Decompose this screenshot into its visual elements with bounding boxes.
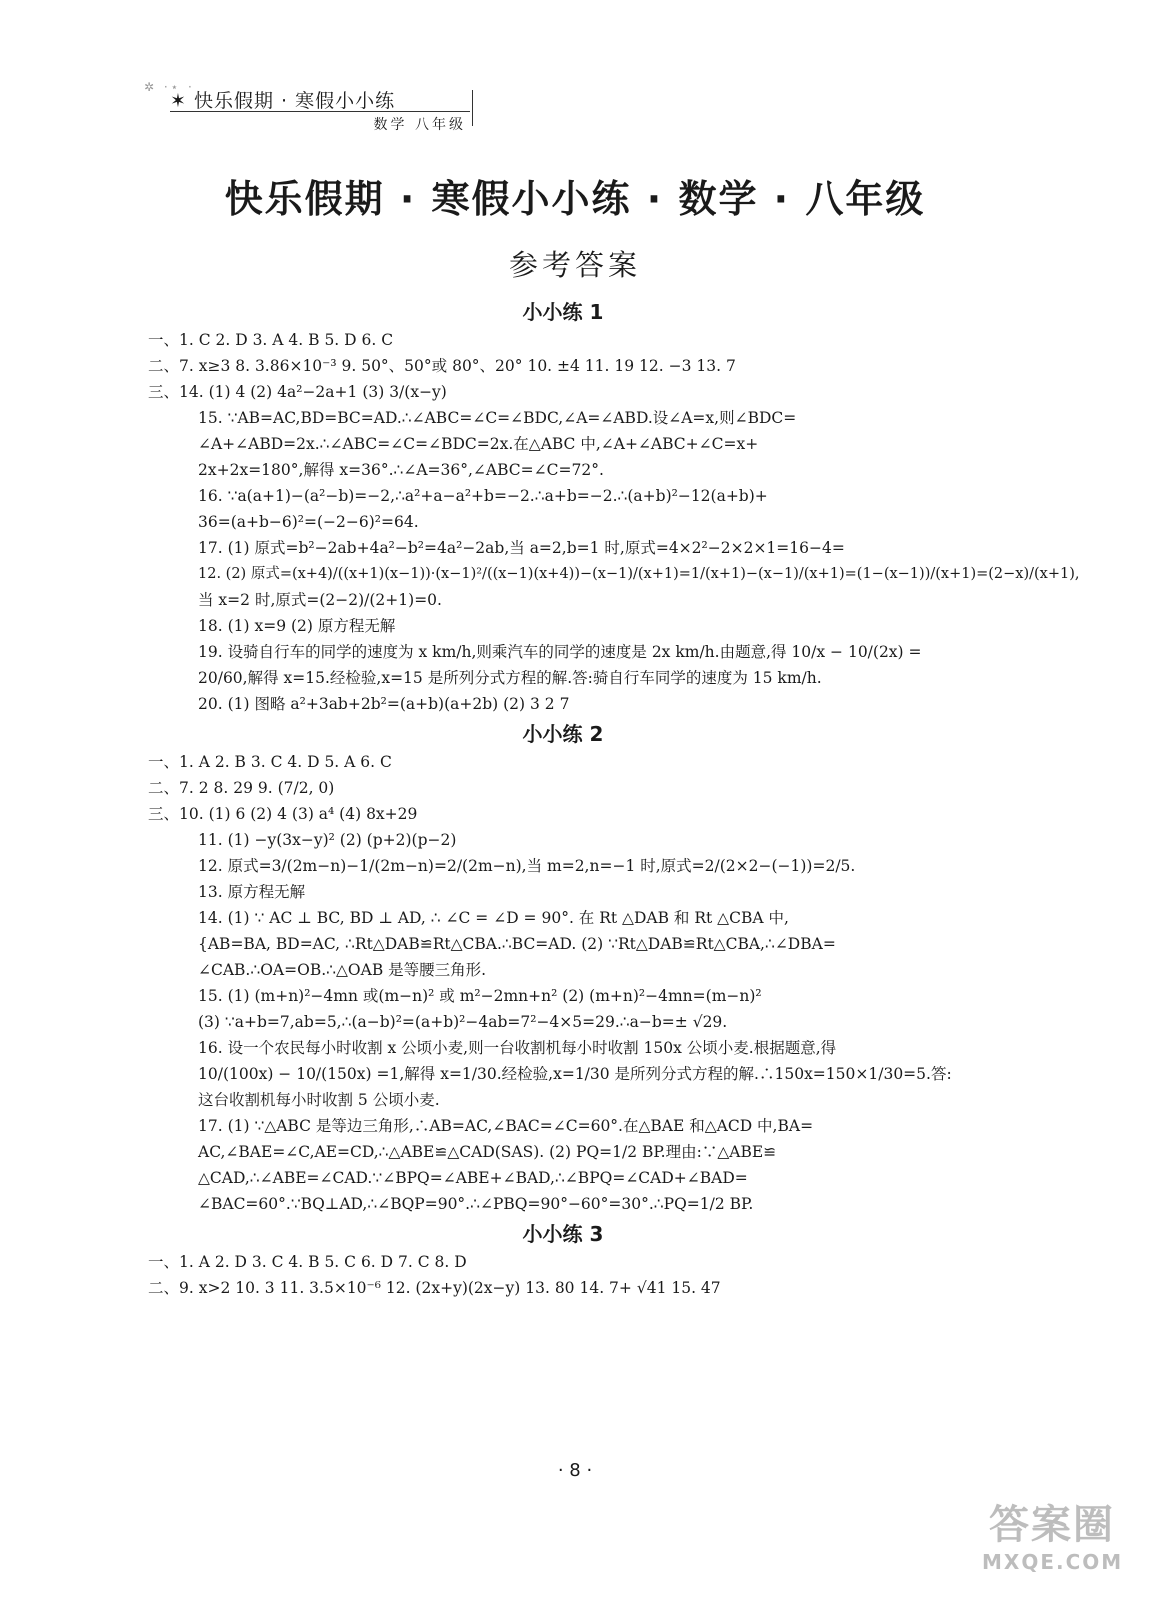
answer-line: 20/60,解得 x=15.经检验,x=15 是所列分式方程的解.答:骑自行车同学的速度为 15 km/h.	[198, 669, 822, 687]
answer-line: 11. (1) −y(3x−y)² (2) (p+2)(p−2)	[198, 831, 457, 849]
answer-line: 三、10. (1) 6 (2) 4 (3) a⁴ (4) 8x+29	[148, 805, 418, 823]
subject-grade: 数学 八年级	[373, 117, 466, 133]
answer-line: 16. ∵a(a+1)−(a²−b)=−2,∴a²+a−a²+b=−2.∴a+b=−2.∴(a+b)²−12(a+b)+	[198, 487, 768, 505]
section-title: 小小练 1	[522, 300, 604, 324]
watermark-logo	[982, 1500, 1122, 1584]
answer-line: 一、1. A 2. B 3. C 4. D 5. A 6. C	[148, 753, 392, 771]
header-rule	[170, 111, 470, 112]
answer-line: 二、7. 2 8. 29 9. (7/2, 0)	[148, 779, 335, 797]
page-number: · 8 ·	[557, 1460, 593, 1481]
answer-line: 二、7. x≥3 8. 3.86×10⁻³ 9. 50°、50°或 80°、20° 10. ±4 11. 19 12. −3 13. 7	[148, 357, 736, 375]
running-header	[140, 80, 480, 133]
answer-line: 17. (1) ∵△ABC 是等边三角形,∴AB=AC,∠BAC=∠C=60°.在△BAE 和△ACD 中,BA=	[198, 1117, 814, 1135]
answer-line: 36=(a+b−6)²=(−2−6)²=64.	[198, 513, 419, 531]
answer-line: 20. (1) 图略 a²+3ab+2b²=(a+b)(a+2b) (2) 3 2 7	[198, 695, 570, 713]
answer-content	[148, 295, 1080, 1301]
answer-line: 2x+2x=180°,解得 x=36°.∴∠A=36°,∠ABC=∠C=72°.	[198, 461, 604, 479]
answer-line: {AB=BA, BD=AC, ∴Rt△DAB≌Rt△CBA.∴BC=AD. (2) ∵Rt△DAB≌Rt△CBA,∴∠DBA=	[198, 935, 836, 953]
answer-line: 17. (1) 原式=b²−2ab+4a²−b²=4a²−2ab,当 a=2,b=1 时,原式=4×2²−2×2×1=16−4=	[198, 539, 845, 557]
answer-line: 一、1. C 2. D 3. A 4. B 5. D 6. C	[148, 331, 394, 349]
answer-line: ∠BAC=60°.∵BQ⊥AD,∴∠BQP=90°.∴∠PBQ=90°−60°=30°.∴PQ=1/2 BP.	[198, 1195, 754, 1213]
answer-line: 12. 原式=3/(2m−n)−1/(2m−n)=2/(2m−n),当 m=2,n=−1 时,原式=2/(2×2−(−1))=2/5.	[198, 857, 856, 875]
answer-line: 15. (1) (m+n)²−4mn 或(m−n)² 或 m²−2mn+n² (2) (m+n)²−4mn=(m−n)²	[198, 987, 762, 1005]
answer-line: 18. (1) x=9 (2) 原方程无解	[198, 617, 396, 635]
answer-line: AC,∠BAE=∠C,AE=CD,∴△ABE≌△CAD(SAS). (2) PQ=1/2 BP.理由:∵△ABE≌	[198, 1143, 777, 1161]
answer-line: 13. 原方程无解	[198, 883, 306, 901]
page-subtitle: 参考答案	[508, 248, 641, 282]
answer-line: 一、1. A 2. D 3. C 4. B 5. C 6. D 7. C 8. D	[148, 1253, 467, 1271]
answer-line: 15. ∵AB=AC,BD=BC=AD.∴∠ABC=∠C=∠BDC,∠A=∠ABD.设∠A=x,则∠BDC=	[198, 409, 797, 427]
answer-line: 16. 设一个农民每小时收割 x 公顷小麦,则一台收割机每小时收割 150x 公顷小麦.根据题意,得	[198, 1039, 837, 1057]
answer-line: ∠CAB.∴OA=OB.∴△OAB 是等腰三角形.	[198, 961, 487, 979]
answer-line: 当 x=2 时,原式=(2−2)/(2+1)=0.	[198, 591, 442, 609]
answer-line: (3) ∵a+b=7,ab=5,∴(a−b)²=(a+b)²−4ab=7²−4×5=29.∴a−b=± √29.	[198, 1013, 728, 1031]
answer-line: 这台收割机每小时收割 5 公顷小麦.	[198, 1091, 440, 1109]
page-title: 快乐假期 · 寒假小小练 · 数学 · 八年级	[224, 177, 926, 221]
answer-line: 二、9. x>2 10. 3 11. 3.5×10⁻⁶ 12. (2x+y)(2x−y) 13. 80 14. 7+ √41 15. 47	[148, 1279, 721, 1297]
answer-line: △CAD,∴∠ABE=∠CAD.∵∠BPQ=∠ABE+∠BAD,∴∠BPQ=∠CAD+∠BAD=	[198, 1169, 748, 1187]
section-title: 小小练 2	[522, 722, 604, 746]
watermark-text: 答案圈	[989, 1502, 1115, 1548]
answer-line: 10/(100x) − 10/(150x) =1,解得 x=1/30.经检验,x=1/30 是所列分式方程的解.∴150x=150×1/30=5.答:	[198, 1065, 952, 1083]
answer-line: 14. (1) ∵ AC ⊥ BC, BD ⊥ AD, ∴ ∠C = ∠D = 90°. 在 Rt △DAB 和 Rt △CBA 中,	[198, 909, 789, 927]
answer-line: 三、14. (1) 4 (2) 4a²−2a+1 (3) 3/(x−y)	[148, 383, 447, 401]
section-title: 小小练 3	[522, 1222, 604, 1246]
watermark-domain: MXQE.COM	[982, 1550, 1124, 1574]
answer-line: 19. 设骑自行车的同学的速度为 x km/h,则乘汽车的同学的速度是 2x km/h.由题意,得 10/x − 10/(2x) =	[198, 643, 922, 661]
answer-line: ∠A+∠ABD=2x.∴∠ABC=∠C=∠BDC=2x.在△ABC 中,∠A+∠ABC+∠C=x+	[198, 435, 759, 453]
header-vertical-rule	[472, 90, 473, 126]
series-name: ✶ 快乐假期 · 寒假小小练	[170, 90, 396, 112]
star-decoration-icon: ✲ ·⋆ ·	[144, 80, 195, 94]
answer-line: 12. (2) 原式=(x+4)/((x+1)(x−1))·(x−1)²/((x−1)(x+4))−(x−1)/(x+1)=1/(x+1)−(x−1)/(x+1)=(1−(x−1))/(x+1)=(2−x)/(x+1),	[198, 566, 1080, 582]
